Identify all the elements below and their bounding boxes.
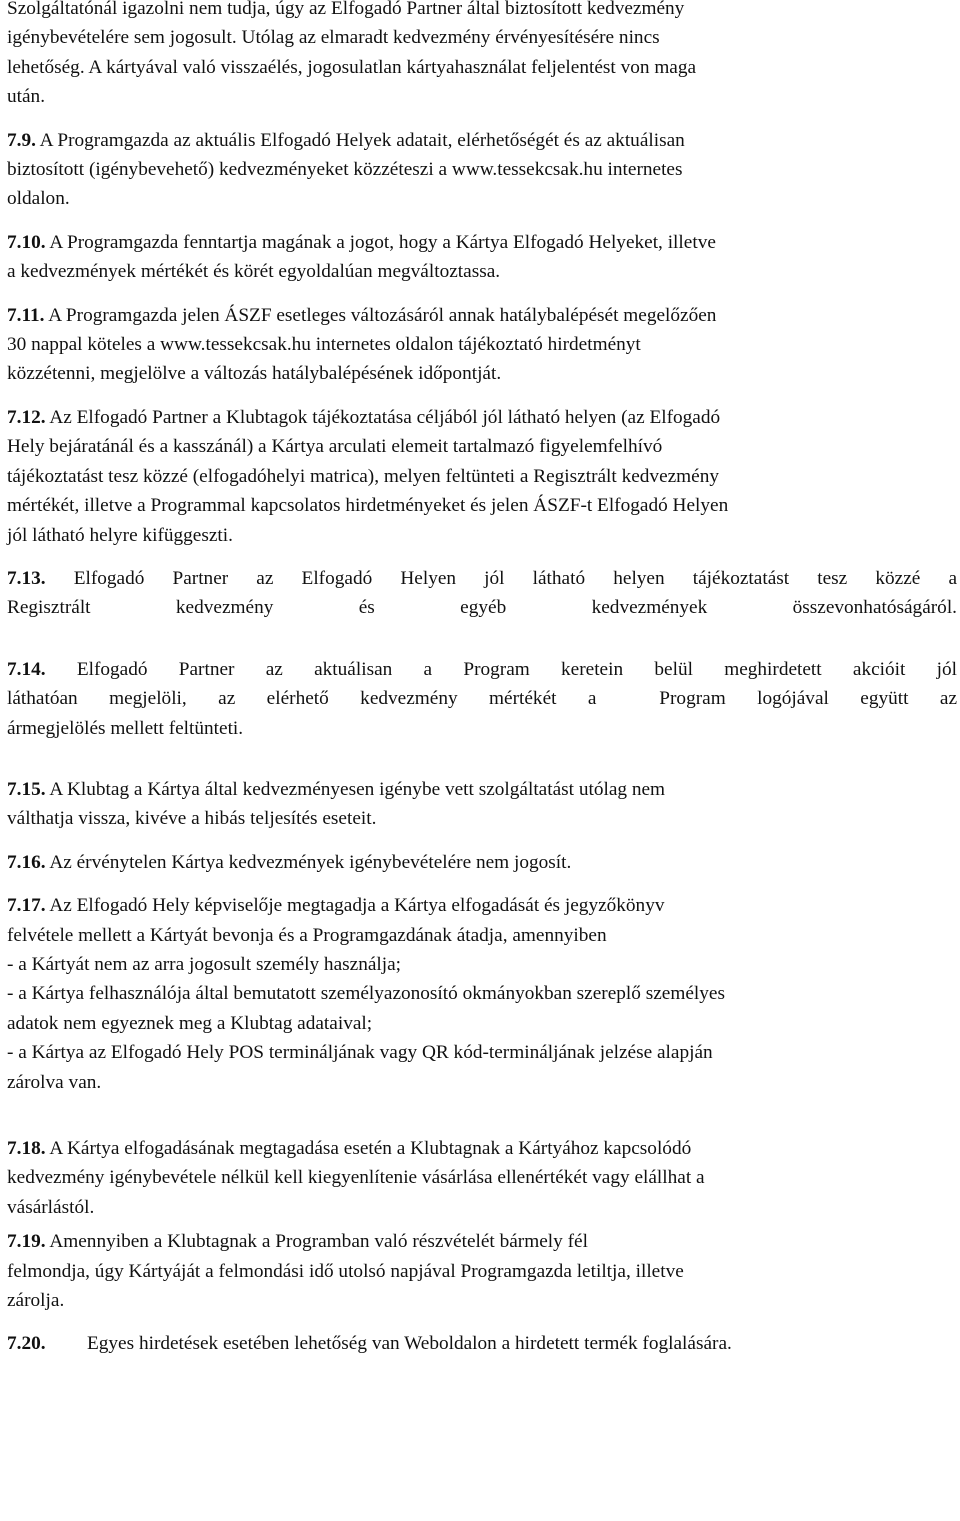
text-line: A Klubtag a Kártya által kedvezményesen igénybe vett szolgáltatást utólag nem bbox=[45, 778, 666, 800]
section-number: 7.15. bbox=[7, 778, 46, 800]
text-line: biztosított (igénybevehető) kedvezményeket közzéteszi a www.tessekcsak.hu internetes bbox=[7, 159, 683, 181]
section-number: 7.16. bbox=[7, 851, 46, 873]
section-number: 7.17. bbox=[7, 895, 46, 917]
section-7-12 bbox=[7, 403, 957, 550]
section-7-18 bbox=[7, 1134, 957, 1222]
text-line: Regisztrált kedvezmény és egyéb kedvezmények összevonhatóságáról. bbox=[7, 597, 957, 619]
text-line: után. bbox=[7, 86, 46, 108]
text-line: Elfogadó Partner az aktuálisan a Program keretein belül meghirdetett akcióit jól bbox=[45, 658, 957, 680]
section-7-9 bbox=[7, 126, 957, 214]
text-line: Az Elfogadó Hely képviselője megtagadja a Kártya elfogadását és jegyzőkönyv bbox=[45, 895, 665, 917]
text-line: Amennyiben a Klubtagnak a Programban való részvételét bármely fél bbox=[45, 1231, 588, 1253]
list-item: - a Kártyát nem az arra jogosult személy használja; bbox=[7, 953, 402, 975]
section-7-15 bbox=[7, 775, 957, 834]
section-number: 7.10. bbox=[7, 231, 46, 253]
text-line: Szolgáltatónál igazolni nem tudja, úgy az Elfogadó Partner által biztosított kedvezmény bbox=[7, 0, 685, 19]
section-number: 7.9. bbox=[7, 129, 36, 151]
section-number: 7.18. bbox=[7, 1138, 46, 1159]
section-number: 7.19. bbox=[7, 1231, 46, 1253]
text-line: A Kártya elfogadásának megtagadása esetén a Klubtagnak a Kártyához kapcsolódó bbox=[45, 1138, 692, 1159]
text-line: jól látható helyre kifüggeszti. bbox=[7, 524, 233, 546]
text-line: válthatja vissza, kivéve a hibás teljesítés eseteit. bbox=[7, 808, 377, 830]
text-line: adatok nem egyeznek meg a Klubtag adataival; bbox=[7, 1012, 373, 1034]
text-line: A Programgazda az aktuális Elfogadó Helyek adatait, elérhetőségét és az aktuálisan bbox=[35, 129, 685, 151]
text-line: Egyes hirdetések esetében lehetőség van Weboldalon a hirdetett termék foglalására. bbox=[87, 1333, 732, 1355]
section-number: 7.14. bbox=[7, 658, 46, 680]
section-number: 7.12. bbox=[7, 406, 46, 428]
section-7-20 bbox=[7, 1329, 957, 1358]
text-line: oldalon. bbox=[7, 188, 70, 210]
text-line: Az érvénytelen Kártya kedvezmények igénybevételére nem jogosít. bbox=[45, 851, 572, 873]
text-line: kedvezmény igénybevétele nélkül kell kiegyenlítenie vásárlása ellenértékét vagy elállhat a bbox=[7, 1167, 705, 1189]
text-line: mértékét, illetve a Programmal kapcsolatos hirdetményeket és jelen ÁSZF-t Elfogadó Helyen bbox=[7, 495, 729, 517]
text-line: vásárlástól. bbox=[7, 1196, 95, 1218]
text-line: tájékoztatást tesz közzé (elfogadóhelyi matrica), melyen feltünteti a Regisztrált kedvezmény bbox=[7, 465, 720, 487]
text-line: lehetőség. A kártyával való visszaélés, jogosulatlan kártyahasználat feljelentést von maga bbox=[7, 56, 697, 78]
text-line: zárolja. bbox=[7, 1290, 65, 1312]
text-line: Elfogadó Partner az Elfogadó Helyen jól látható helyen tájékoztatást tesz közzé a bbox=[45, 567, 957, 589]
text-line: a kedvezmények mértékét és körét egyoldalúan megváltoztassa. bbox=[7, 261, 501, 283]
document-page bbox=[7, 0, 957, 1359]
text-line: láthatóan megjelöli, az elérhető kedvezmény mértékét a Program logójával együtt az bbox=[7, 688, 957, 710]
section-7-16 bbox=[7, 848, 957, 877]
text-line: ármegjelölés mellett feltünteti. bbox=[7, 717, 244, 739]
text-line: Az Elfogadó Partner a Klubtagok tájékoztatása céljából jól látható helyen (az Elfogadó bbox=[45, 406, 721, 428]
text-line: A Programgazda jelen ÁSZF esetleges változásáról annak hatálybalépését megelőzően bbox=[44, 304, 717, 326]
text-line: A Programgazda fenntartja magának a jogot, hogy a Kártya Elfogadó Helyeket, illetve bbox=[45, 231, 716, 253]
list-item: - a Kártya felhasználója által bemutatott személyazonosító okmányokban szereplő személyes bbox=[7, 983, 725, 1005]
text-line: zárolva van. bbox=[7, 1071, 102, 1093]
section-7-11 bbox=[7, 301, 957, 389]
section-number: 7.20. bbox=[7, 1333, 46, 1355]
text-line: felvétele mellett a Kártyát bevonja és a Programgazdának átadja, amennyiben bbox=[7, 924, 607, 946]
section-7-13 bbox=[7, 564, 957, 623]
text-line: közzétenni, megjelölve a változás hatálybalépésének időpontját. bbox=[7, 363, 502, 385]
text-line: 30 nappal köteles a www.tessekcsak.hu internetes oldalon tájékoztató hirdetményt bbox=[7, 334, 641, 356]
list-item: - a Kártya az Elfogadó Hely POS termináljának vagy QR kód-termináljának jelzése alapján bbox=[7, 1042, 713, 1064]
section-7-14 bbox=[7, 655, 957, 743]
text-line: Hely bejáratánál és a kasszánál) a Kártya arculati elemeit tartalmazó figyelemfelhívó bbox=[7, 436, 663, 458]
section-7-10 bbox=[7, 228, 957, 287]
section-7-17 bbox=[7, 891, 957, 1097]
intro-paragraph bbox=[7, 0, 957, 112]
text-line: igénybevételére sem jogosult. Utólag az elmaradt kedvezmény érvényesítésére nincs bbox=[7, 27, 660, 49]
section-number: 7.13. bbox=[7, 567, 46, 589]
section-7-19 bbox=[7, 1227, 957, 1315]
text-line: felmondja, úgy Kártyáját a felmondási idő utolsó napjával Programgazda letiltja, illetve bbox=[7, 1260, 684, 1282]
section-number: 7.11. bbox=[7, 304, 45, 326]
